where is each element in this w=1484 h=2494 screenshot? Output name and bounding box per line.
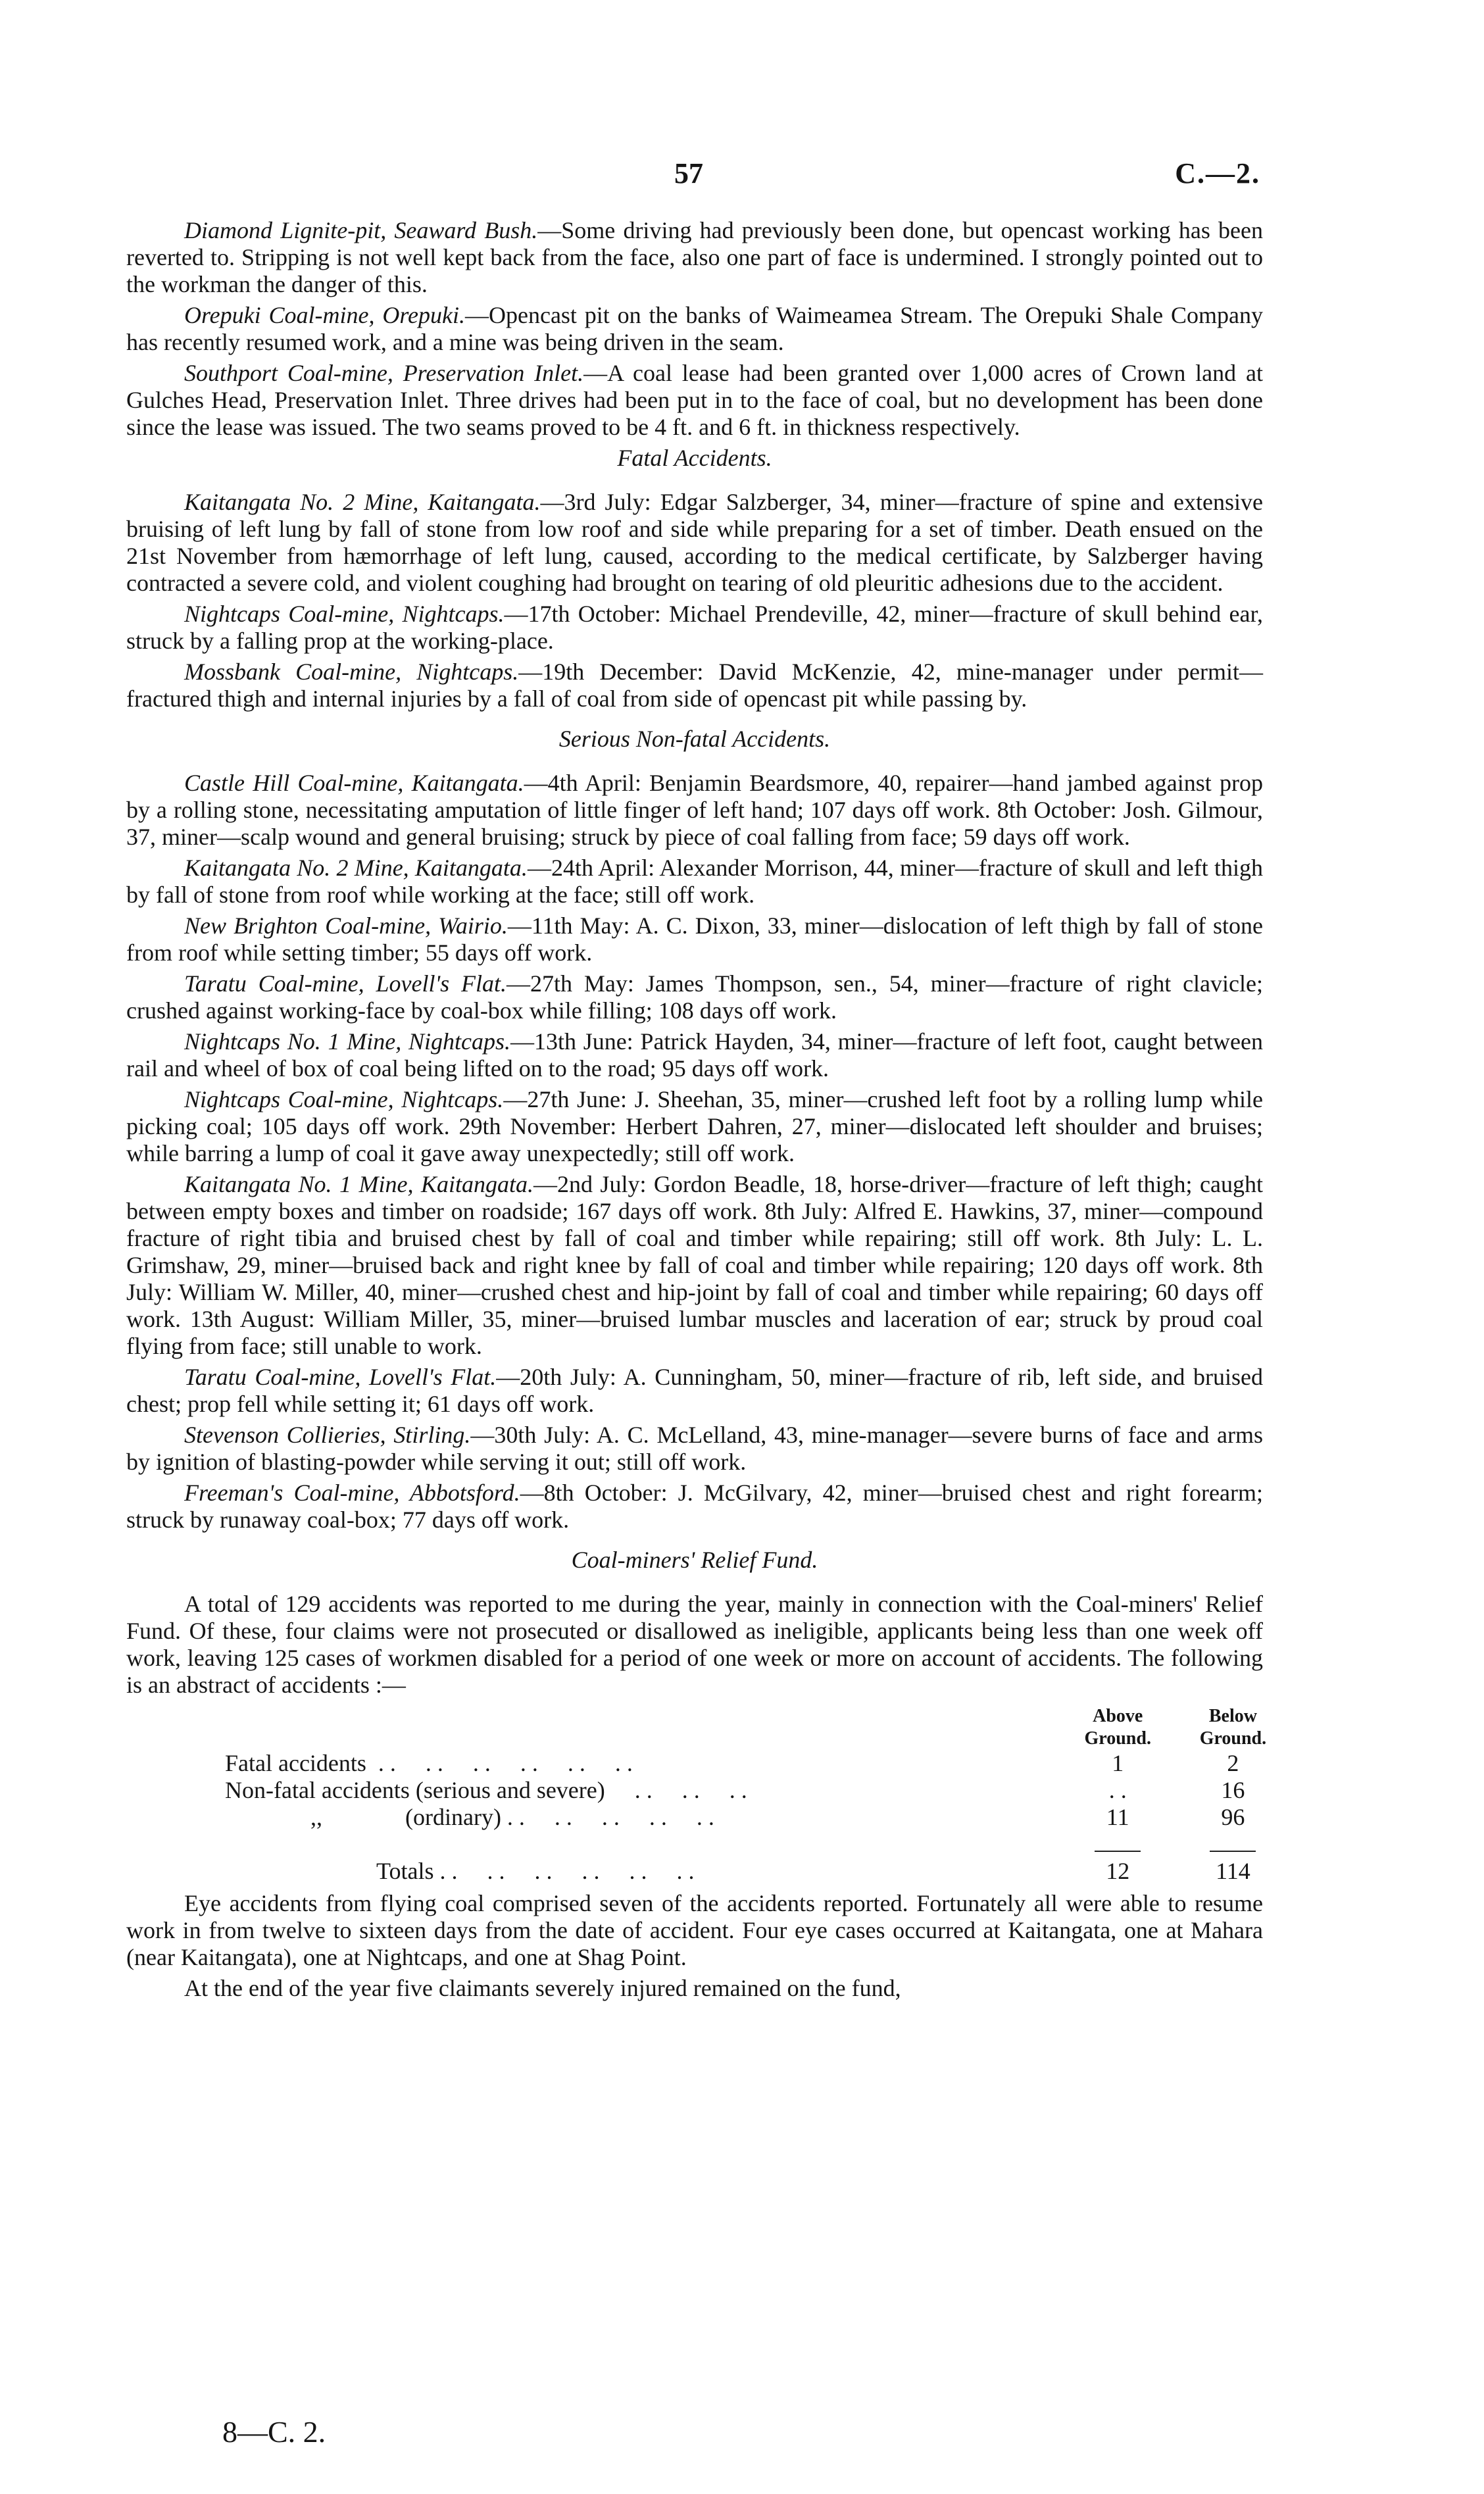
mine-title: Nightcaps Coal-mine, Nightcaps. [184,601,505,627]
mine-notes-section [126,217,1263,441]
mine-title: Orepuki Coal-mine, Orepuki. [184,302,465,328]
closing-paragraph: Eye accidents from flying coal comprised seven of the accidents reported. Fortunately all were able to resume work in from twelve to sixteen days from the date of accident. Four eye cases occurred at Kaitangata, one at Mahara (near Kaitangata), one at Nightcaps, and one at Shag Point. [126,1890,1263,1970]
paragraph-text: —30th July: A. C. McLelland, 43, mine-manager—severe burns of face and arms by ignition of blasting-powder while serving it out; still off work. [126,1422,1263,1475]
mine-note-paragraph [126,217,1263,298]
accident-paragraph [126,1480,1263,1534]
paragraph-text: —27th June: J. Sheehan, 35, miner—crushed left foot by a rolling lump while picking coal; 105 days off work. 29th November: Herbert Dahren, 27, miner—dislocated left shoulder and bruises; while barring a lump of coal it gave away unexpectedly; still off work. [126,1086,1263,1166]
accident-paragraph [126,1086,1263,1167]
paragraph-text: —20th July: A. Cunningham, 50, miner—fracture of rib, left side, and bruised chest; prop fell while setting it; 61 days off work. [126,1364,1263,1417]
sum-rule [1210,1851,1256,1852]
mine-title: New Brighton Coal-mine, Wairio. [184,912,508,939]
mine-title: Stevenson Collieries, Stirling. [184,1422,471,1448]
mine-title: Kaitangata No. 1 Mine, Kaitangata. [184,1171,533,1197]
mine-title: Mossbank Coal-mine, Nightcaps. [184,659,519,685]
accident-paragraph [126,601,1263,655]
sum-rule [1095,1851,1141,1852]
document-body [126,217,1267,2006]
accident-abstract-table [225,1705,1291,1885]
running-head: C.—2. [1175,157,1260,189]
mine-title: Kaitangata No. 2 Mine, Kaitangata. [184,855,528,881]
accident-paragraph [126,1028,1263,1082]
totals-row [225,1858,1291,1885]
row-label: Non-fatal accidents (serious and severe) . . . . . . [225,1777,747,1803]
below-ground-value: 96 [1221,1804,1245,1830]
paragraph-text: —11th May: A. C. Dixon, 33, miner—dislocation of left thigh by fall of stone from roof while setting timber; 55 days off work. [126,912,1263,966]
serious-accidents-section [126,770,1263,1534]
row-label: Fatal accidents . . . . . . . . . . . . [225,1750,633,1776]
paragraph-text: —4th April: Benjamin Beardsmore, 40, repairer—hand jambed against prop by a rolling stone, necessitating amputation of little finger of left hand; 107 days off work. 8th October: Josh. Gilmour, 37, miner—scalp wound and general bruising; struck by piece of coal falling from face; 59 days off work. [126,770,1263,850]
paragraph-text: —Opencast pit on the banks of Waimeamea Stream. The Orepuki Shale Company has recently resumed work, and a mine was being driven in the seam. [126,302,1263,355]
mine-note-paragraph [126,302,1263,356]
accident-paragraph [126,659,1263,712]
row-label: ,, (ordinary) . . . . . . . . . . [310,1804,714,1830]
mine-title: Southport Coal-mine, Preservation Inlet. [184,360,584,386]
accident-paragraph [126,912,1263,966]
accident-paragraph [126,770,1263,851]
rule-row [225,1831,1291,1858]
accident-paragraph [126,489,1263,597]
mine-note-paragraph [126,360,1263,441]
accident-paragraph [126,1364,1263,1418]
mine-title: Taratu Coal-mine, Lovell's Flat. [184,1364,497,1390]
mine-title: Taratu Coal-mine, Lovell's Flat. [184,970,507,997]
mine-title: Kaitangata No. 2 Mine, Kaitangata. [184,489,541,515]
relief-fund-intro: A total of 129 accidents was reported to me during the year, mainly in connection with the Coal-miners' Relief Fund. Of these, four claims were not prosecuted or disallowed as ineligible, applicants being less than one week off work, leaving 125 cases of workmen disabled for a period of one week or more on account of accidents. The following is an abstract of accidents :— [126,1591,1263,1698]
paragraph-text: —3rd July: Edgar Salzberger, 34, miner—fracture of spine and extensive bruising of left lung by fall of stone from low roof and side while preparing for a set of timber. Death ensued on the 21st November from hæmorrhage of left lung, caused, according to the medical certificate, by Salzberger having contracted a severe cold, and violent coughing had brought on tearing of old pleuritic adhesions due to the accident. [126,489,1263,596]
page-signature: 8—C. 2. [222,2415,326,2449]
mine-title: Nightcaps No. 1 Mine, Nightcaps. [184,1028,510,1055]
fatal-accidents-heading: Fatal Accidents. [617,445,772,471]
totals-label: Totals . . . . . . . . . . . . [376,1858,695,1884]
paragraph-text: —8th October: J. McGilvary, 42, miner—bruised chest and right forearm; struck by runaway coal-box; 77 days off work. [126,1480,1263,1533]
paragraph-text: —27th May: James Thompson, sen., 54, miner—fracture of right clavicle; crushed against working-face by coal-box while filling; 108 days off work. [126,970,1263,1024]
table-header-row [225,1705,1291,1750]
accident-paragraph [126,1422,1263,1476]
paragraph-text: —24th April: Alexander Morrison, 44, miner—fracture of skull and left thigh by fall of stone from roof while working at the face; still off work. [126,855,1263,908]
below-ground-value: 2 [1227,1750,1239,1776]
below-ground-total: 114 [1216,1858,1250,1884]
paragraph-text: —17th October: Michael Prendeville, 42, miner—fracture of skull behind ear, struck by a falling prop at the working-place. [126,601,1263,654]
mine-title: Diamond Lignite-pit, Seaward Bush. [184,217,538,243]
column-header-above-ground: Above Ground. [1084,1706,1151,1749]
mine-title: Freeman's Coal-mine, Abbotsford. [184,1480,520,1506]
table-row [225,1804,1291,1831]
accident-paragraph [126,1171,1263,1360]
mine-title: Castle Hill Coal-mine, Kaitangata. [184,770,524,796]
serious-accidents-heading: Serious Non-fatal Accidents. [558,726,831,752]
above-ground-value: . . [1108,1777,1127,1803]
paragraph-text: —Some driving had previously been done, but opencast working has been reverted to. Stripping is not well kept back from the face, also one part of face is undermined. I strongly pointed out to the workman the danger of this. [126,217,1263,297]
fatal-accidents-section [126,489,1263,712]
accident-paragraph [126,970,1263,1024]
paragraph-text: —19th December: David McKenzie, 42, mine-manager under permit—fractured thigh and internal injuries by a fall of coal from side of opencast pit while passing by. [126,659,1263,712]
paragraph-text: —2nd July: Gordon Beadle, 18, horse-driver—fracture of left thigh; caught between empty boxes and timber on roadside; 167 days off work. 8th July: Alfred E. Hawkins, 37, miner—compound fracture of right tibia and bruised chest by fall of coal and timber while repairing; still off work. 8th July: L. L. Grimshaw, 29, miner—bruised back and right knee by fall of coal and timber while repairing; 120 days off work. 8th July: William W. Miller, 40, miner—crushed chest and hip-joint by fall of coal and timber while repairing; 60 days off work. 13th August: William Miller, 35, miner—bruised lumbar muscles and laceration of ear; struck by proud coal flying from face; still unable to work. [126,1171,1263,1359]
table-row [225,1777,1291,1804]
table-row [225,1750,1291,1777]
paragraph-text: —13th June: Patrick Hayden, 34, miner—fracture of left foot, caught between rail and wheel of box of coal being lifted on to the road; 95 days off work. [126,1028,1263,1082]
below-ground-value: 16 [1221,1777,1245,1803]
relief-fund-heading: Coal-miners' Relief Fund. [571,1547,818,1573]
column-header-below-ground: Below Ground. [1199,1706,1267,1749]
above-ground-value: 1 [1112,1750,1124,1776]
page-number: 57 [674,157,703,189]
above-ground-total: 12 [1106,1858,1130,1884]
above-ground-value: 11 [1106,1804,1129,1830]
paragraph-text: —A coal lease had been granted over 1,000 acres of Crown land at Gulches Head, Preservation Inlet. Three drives had been put in to the face of coal, but no development has been done since the lease was issued. The two seams proved to be 4 ft. and 6 ft. in thickness respectively. [126,360,1263,440]
accident-paragraph [126,855,1263,909]
closing-paragraph: At the end of the year five claimants severely injured remained on the fund, [184,1975,901,2001]
mine-title: Nightcaps Coal-mine, Nightcaps. [184,1086,504,1112]
